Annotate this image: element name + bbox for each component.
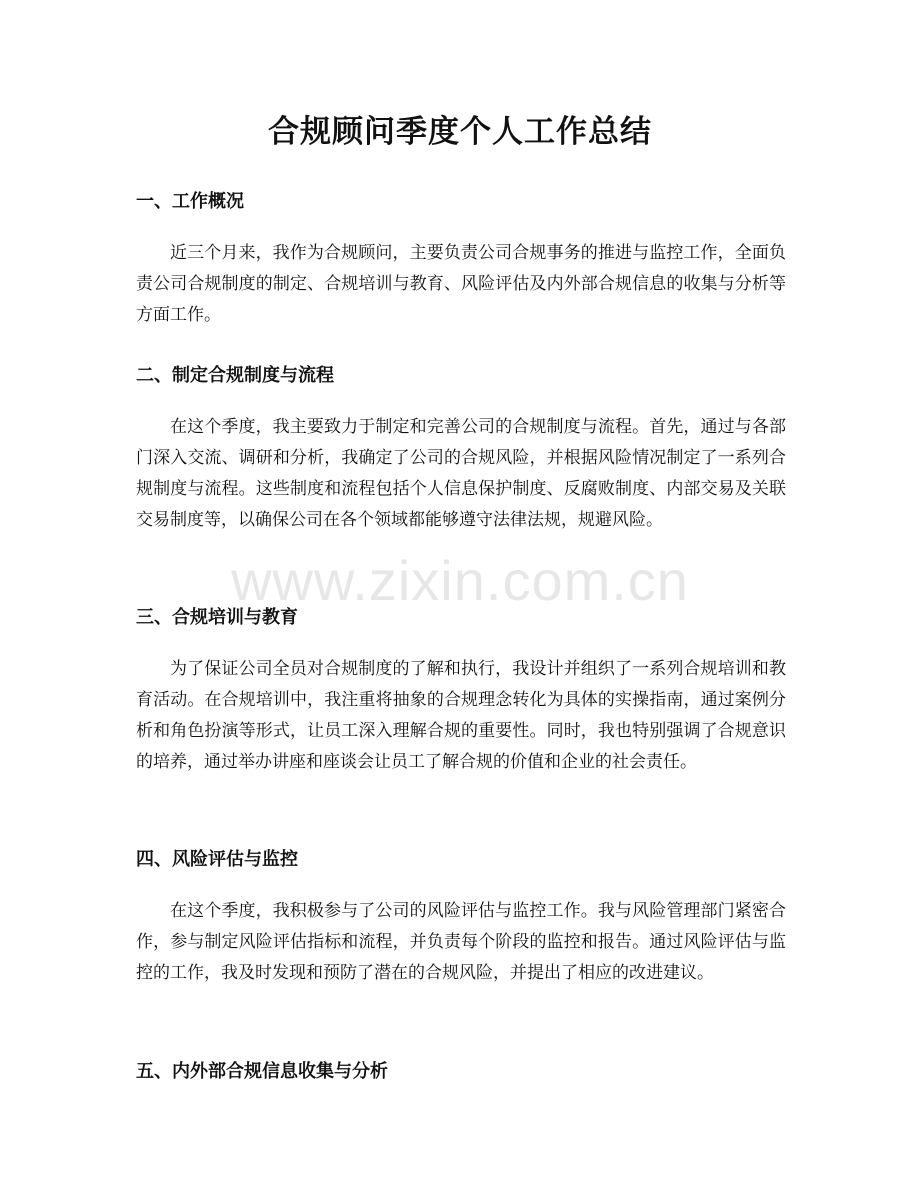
section-paragraph: 在这个季度，我积极参与了公司的风险评估与监控工作。我与风险管理部门紧密合作，参与制定风险评估指标和流程，并负责每个阶段的监控和报告。通过风险评估与监控的工作，我及时发现和预防了潜在的合规风险，并提出了相应的改进建议。	[136, 901, 786, 983]
section-paragraph: 近三个月来，我作为合规顾问，主要负责公司合规事务的推进与监控工作，全面负责公司合规制度的制定、合规培训与教育、风险评估及内外部合规信息的收集与分析等方面工作。	[136, 243, 786, 325]
section-compliance-policies	[136, 362, 786, 536]
section-heading: 四、风险评估与监控	[136, 849, 298, 870]
section-paragraph: 在这个季度，我主要致力于制定和完善公司的合规制度与流程。首先，通过与各部门深入交流、调研和分析，我确定了公司的合规风险，并根据风险情况制定了一系列合规制度与流程。这些制度和流程包括个人信息保护制度、反腐败制度、内部交易及关联交易制度等，以确保公司在各个领域都能够遵守法律法规，规避风险。	[136, 417, 786, 530]
section-heading: 五、内外部合规信息收集与分析	[136, 1061, 388, 1082]
watermark-text: www.zixin.com.cn	[231, 549, 689, 612]
section-heading: 二、制定合规制度与流程	[136, 365, 334, 386]
section-paragraph: 为了保证公司全员对合规制度的了解和执行，我设计并组织了一系列合规培训和教育活动。在合规培训中，我注重将抽象的合规理念转化为具体的实操指南，通过案例分析和角色扮演等形式，让员工深入理解合规的重要性。同时，我也特别强调了合规意识的培养，通过举办讲座和座谈会让员工了解合规的价值和企业的社会责任。	[136, 659, 786, 772]
section-risk-assessment	[136, 846, 786, 989]
section-info-collection	[136, 1058, 786, 1086]
page-title: 合规顾问季度个人工作总结	[268, 114, 652, 150]
section-work-overview	[136, 188, 786, 331]
section-compliance-training	[136, 604, 786, 778]
section-heading: 三、合规培训与教育	[136, 607, 298, 628]
section-heading: 一、工作概况	[136, 191, 244, 212]
